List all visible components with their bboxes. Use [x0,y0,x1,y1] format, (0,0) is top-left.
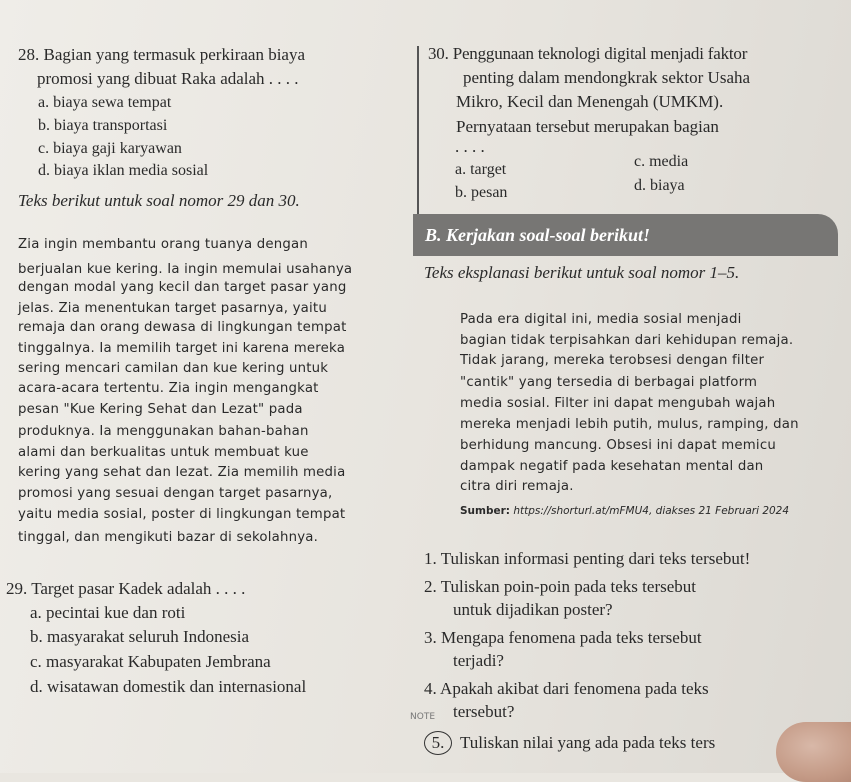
q29-option-a: a. pecintai kue dan roti [30,603,186,622]
q30-stem-line5: . . . . [455,137,485,156]
passage-left-line: tinggalnya. Ia memilih target ini karena mereka [18,341,346,356]
essay-question-2-line2: untuk dijadikan poster? [453,600,613,619]
circled-number-5: 5. [424,731,452,755]
q29-option-b: b. masyarakat seluruh Indonesia [30,627,250,646]
passage-left-line: produknya. Ia menggunakan bahan-bahan [18,424,309,439]
essay-question-5 [424,731,715,755]
passage-right-line: bagian tidak terpisahkan dari kehidupan remaja. [460,333,794,348]
passage-left-line: Zia ingin membantu orang tuanya dengan [18,237,309,252]
passage-left-line: berjualan kue kering. Ia ingin memulai usahanya [18,262,353,277]
q28-stem-line1: 28. Bagian yang termasuk perkiraan biaya [18,45,306,64]
q28-stem-line2: promosi yang dibuat Raka adalah . . . . [37,69,299,88]
source-text: https://shorturl.at/mFMU4, diakses 21 Februari 2024 [513,505,790,517]
passage-right-line: berhidung mancung. Obsesi ini dapat memicu [460,438,776,453]
passage-left-line: tinggal, dan mengikuti bazar di sekolahnya. [18,530,319,545]
q30-option-a: a. target [455,161,507,178]
passage-left-line: yaitu media sosial, poster di lingkungan tempat [18,507,346,522]
passage-left-line: pesan "Kue Kering Sehat dan Lezat" pada [18,402,303,417]
passage-right-line: Tidak jarang, mereka terobsesi dengan filter [460,353,765,368]
q28-option-d: d. biaya iklan media sosial [38,162,209,179]
passage-left-line: kering yang sehat dan lezat. Zia memilih media [18,465,346,480]
finger-photo-overlay [776,722,851,782]
q30-stem-line3: Mikro, Kecil dan Menengah (UMKM). [456,92,724,111]
q30-stem-line1: 30. Penggunaan teknologi digital menjadi faktor [428,44,748,63]
essay-question-4-line1: 4. Apakah akibat dari fenomena pada teks [424,679,709,698]
q28-option-a: a. biaya sewa tempat [38,94,172,111]
essay-question-5-text: Tuliskan nilai yang ada pada teks ters [459,733,716,752]
section-b-banner: B. Kerjakan soal-soal berikut! [413,214,838,256]
q30-stem-line2: penting dalam mendongkrak sektor Usaha [463,68,751,87]
passage-left-line: sering mencari camilan dan kue kering untuk [18,361,329,376]
passage-left-line: dengan modal yang kecil dan target pasar yang [18,280,347,295]
source-label: Sumber: [460,505,510,517]
q28-option-b: b. biaya transportasi [38,117,168,134]
passage-left-line: promosi yang sesuai dengan target pasarnya, [18,486,333,501]
q30-stem-line4: Pernyataan tersebut merupakan bagian [456,117,719,136]
essay-question-2-line1: 2. Tuliskan poin-poin pada teks tersebut [424,577,696,596]
essay-question-1: 1. Tuliskan informasi penting dari teks tersebut! [424,549,751,568]
column-divider [417,46,419,228]
q30-option-d: d. biaya [634,177,685,194]
passage-right-line: mereka menjadi lebih putih, mulus, ramping, dan [460,417,799,432]
section-b-intro: Teks eksplanasi berikut untuk soal nomor 1–5. [424,263,740,282]
essay-question-3-line1: 3. Mengapa fenomena pada teks tersebut [424,628,702,647]
passage-left-line: alami dan berkualitas untuk membuat kue [18,445,309,460]
q30-option-b: b. pesan [455,184,508,201]
text-intro-29-30: Teks berikut untuk soal nomor 29 dan 30. [18,191,300,210]
essay-question-4-line2: tersebut? [453,702,515,721]
passage-right-line: "cantik" yang tersedia di berbagai platform [460,375,758,390]
passage-right-line: media sosial. Filter ini dapat mengubah wajah [460,396,776,411]
q29-stem: 29. Target pasar Kadek adalah . . . . [6,579,246,598]
essay-question-3-line2: terjadi? [453,651,504,670]
note-watermark: NOTE [410,712,436,722]
q30-option-c: c. media [634,153,689,170]
passage-left-line: jelas. Zia menentukan target pasarnya, yaitu [18,301,327,316]
q29-option-c: c. masyarakat Kabupaten Jembrana [30,652,271,671]
source-citation [460,505,789,517]
passage-right-line: dampak negatif pada kesehatan mental dan [460,459,764,474]
passage-left-line: acara-acara tertentu. Zia ingin mengangkat [18,381,319,396]
passage-right-line: Pada era digital ini, media sosial menjadi [460,312,742,327]
passage-left-line: remaja dan orang dewasa di lingkungan tempat [18,320,347,335]
q29-option-d: d. wisatawan domestik dan internasional [30,677,307,696]
q28-option-c: c. biaya gaji karyawan [38,140,182,157]
passage-right-line: citra diri remaja. [460,479,574,494]
